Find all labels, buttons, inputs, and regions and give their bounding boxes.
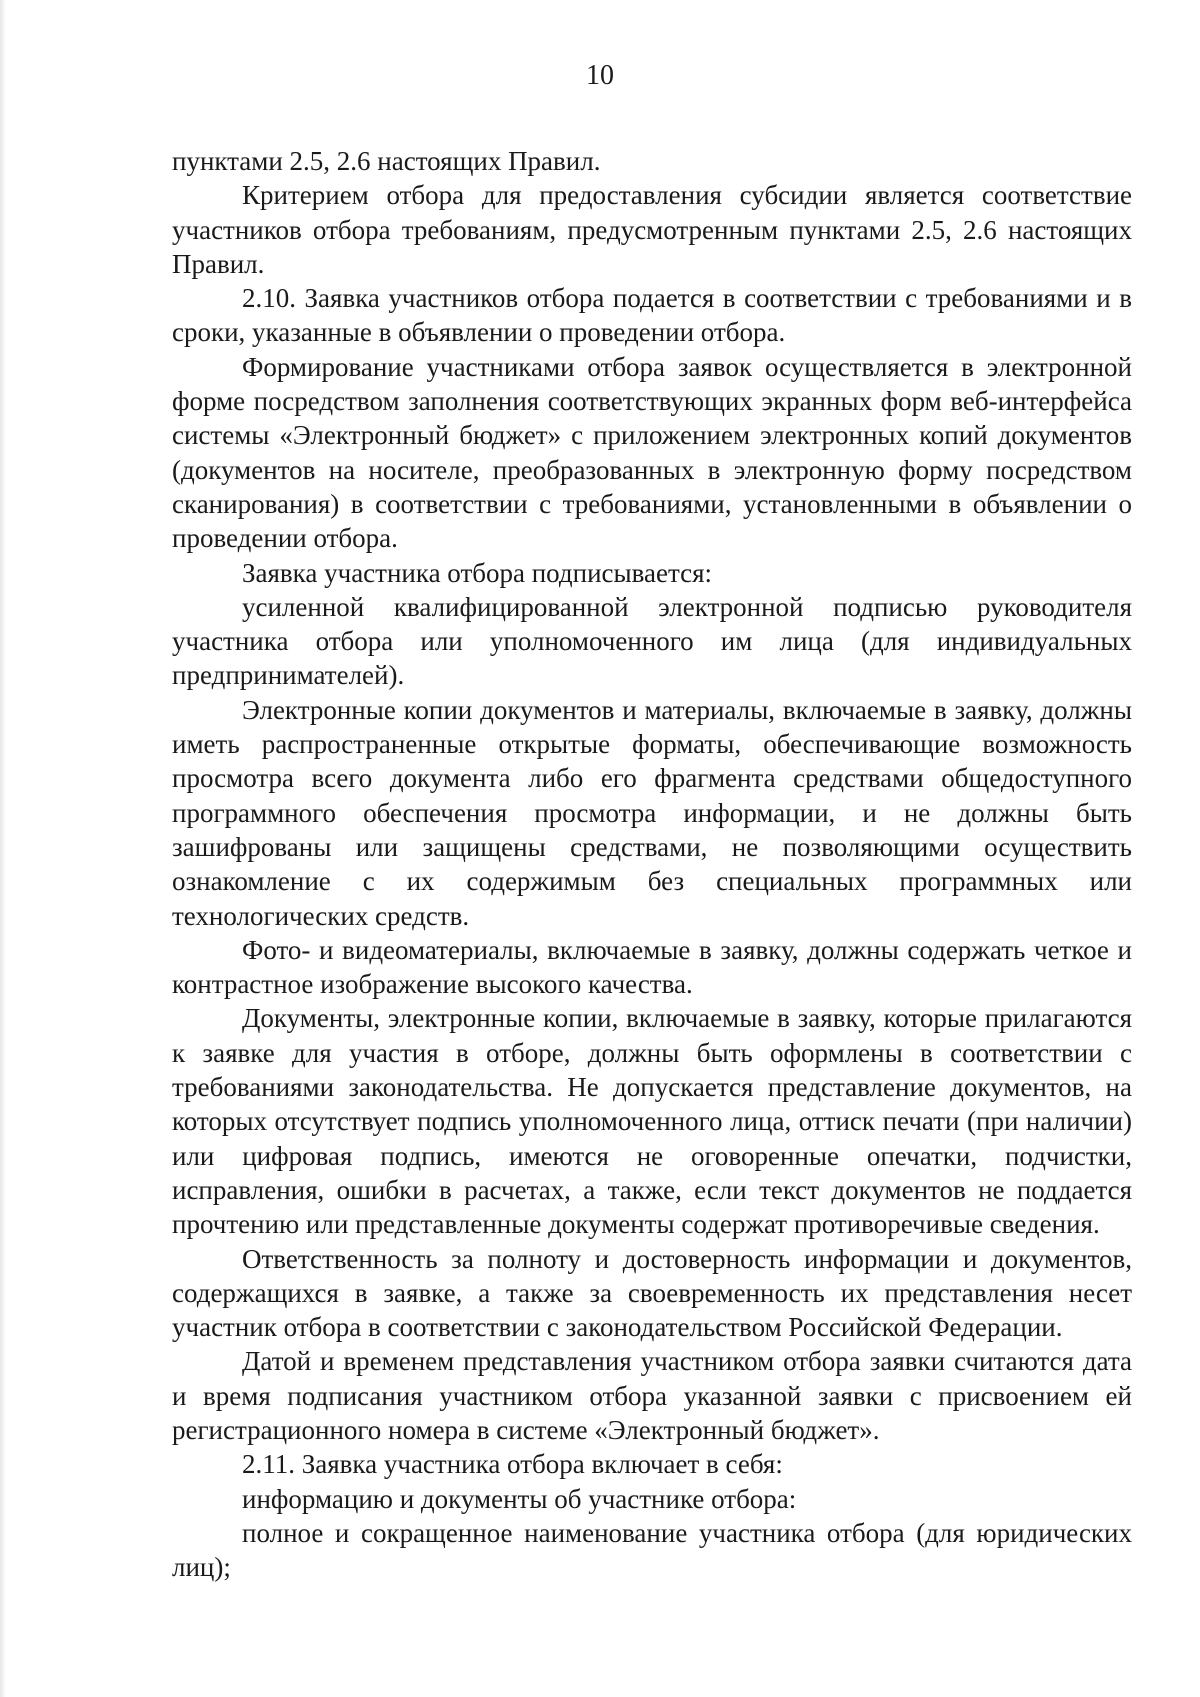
paragraph: пунктами 2.5, 2.6 настоящих Правил. bbox=[172, 146, 601, 176]
paragraph: полное и сокращенное наименование участника отбора (для юридических лиц); bbox=[172, 1517, 1132, 1583]
document-body bbox=[172, 144, 1132, 1584]
page-number: 10 bbox=[586, 60, 614, 91]
paragraph: усиленной квалифицированной электронной подписью руководителя участника отбора или уполномоченного им лица (для индивидуальных предпринимателей). bbox=[172, 591, 1132, 691]
paragraph: Датой и временем представления участником отбора заявки считаются дата и время подписания участником отбора указанной заявки с присвоением ей регистрационного номера в системе «Электронный бюджет». bbox=[172, 1346, 1132, 1445]
scan-edge-shadow bbox=[0, 0, 6, 1697]
paragraph: 2.11. Заявка участника отбора включает в себя: bbox=[242, 1449, 783, 1480]
paragraph: Формирование участниками отбора заявок осуществляется в электронной форме посредством заполнения соответствующих экранных форм веб-интерфейса системы «Электронный бюджет» с приложением электронных копий документов (документов на носителе, преобразованных в электронную форму посредством сканирования) в соответствии с требованиями, установленными в объявлении о проведении отбора. bbox=[172, 351, 1132, 554]
paragraph: Электронные копии документов и материалы, включаемые в заявку, должны иметь распространенные открытые форматы, обеспечивающие возможность просмотра всего документа либо его фрагмента средствами общедоступного программного обеспечения просмотра информации, и не должны быть зашифрованы или защищены средствами, не позволяющими осуществить ознакомление с их содержимым без специальных программных или технологических средств. bbox=[172, 694, 1132, 931]
paragraph: Фото- и видеоматериалы, включаемые в заявку, должны содержать четкое и контрастное изображение высокого качества. bbox=[172, 934, 1132, 1000]
paragraph: Заявка участника отбора подписывается: bbox=[242, 557, 713, 588]
paragraph: Документы, электронные копии, включаемые в заявку, которые прилагаются к заявке для участия в отборе, должны быть оформлены в соответствии с требованиями законодательства. Не допускается представление документов, на которых отсутствует подпись уполномоченного лица, оттиск печати (при наличии) или цифровая подпись, имеются не оговоренные опечатки, подчистки, исправления, ошибки в расчетах, а также, если текст документов не поддается прочтению или представленные документы содержат противоречивые сведения. bbox=[172, 1003, 1132, 1240]
paragraph: 2.10. Заявка участников отбора подается в соответствии с требованиями и в сроки, указанные в объявлении о проведении отбора. bbox=[172, 283, 1132, 348]
paragraph: Ответственность за полноту и достоверность информации и документов, содержащихся в заявке, а также за своевременность их представления несет участник отбора в соответствии с законодательством Российской Федерации. bbox=[172, 1243, 1132, 1343]
paragraph: Критерием отбора для предоставления субсидии является соответствие участников отбора требованиям, предусмотренным пунктами 2.5, 2.6 настоящих Правил. bbox=[172, 180, 1132, 279]
paragraph: информацию и документы об участнике отбора: bbox=[242, 1483, 797, 1514]
